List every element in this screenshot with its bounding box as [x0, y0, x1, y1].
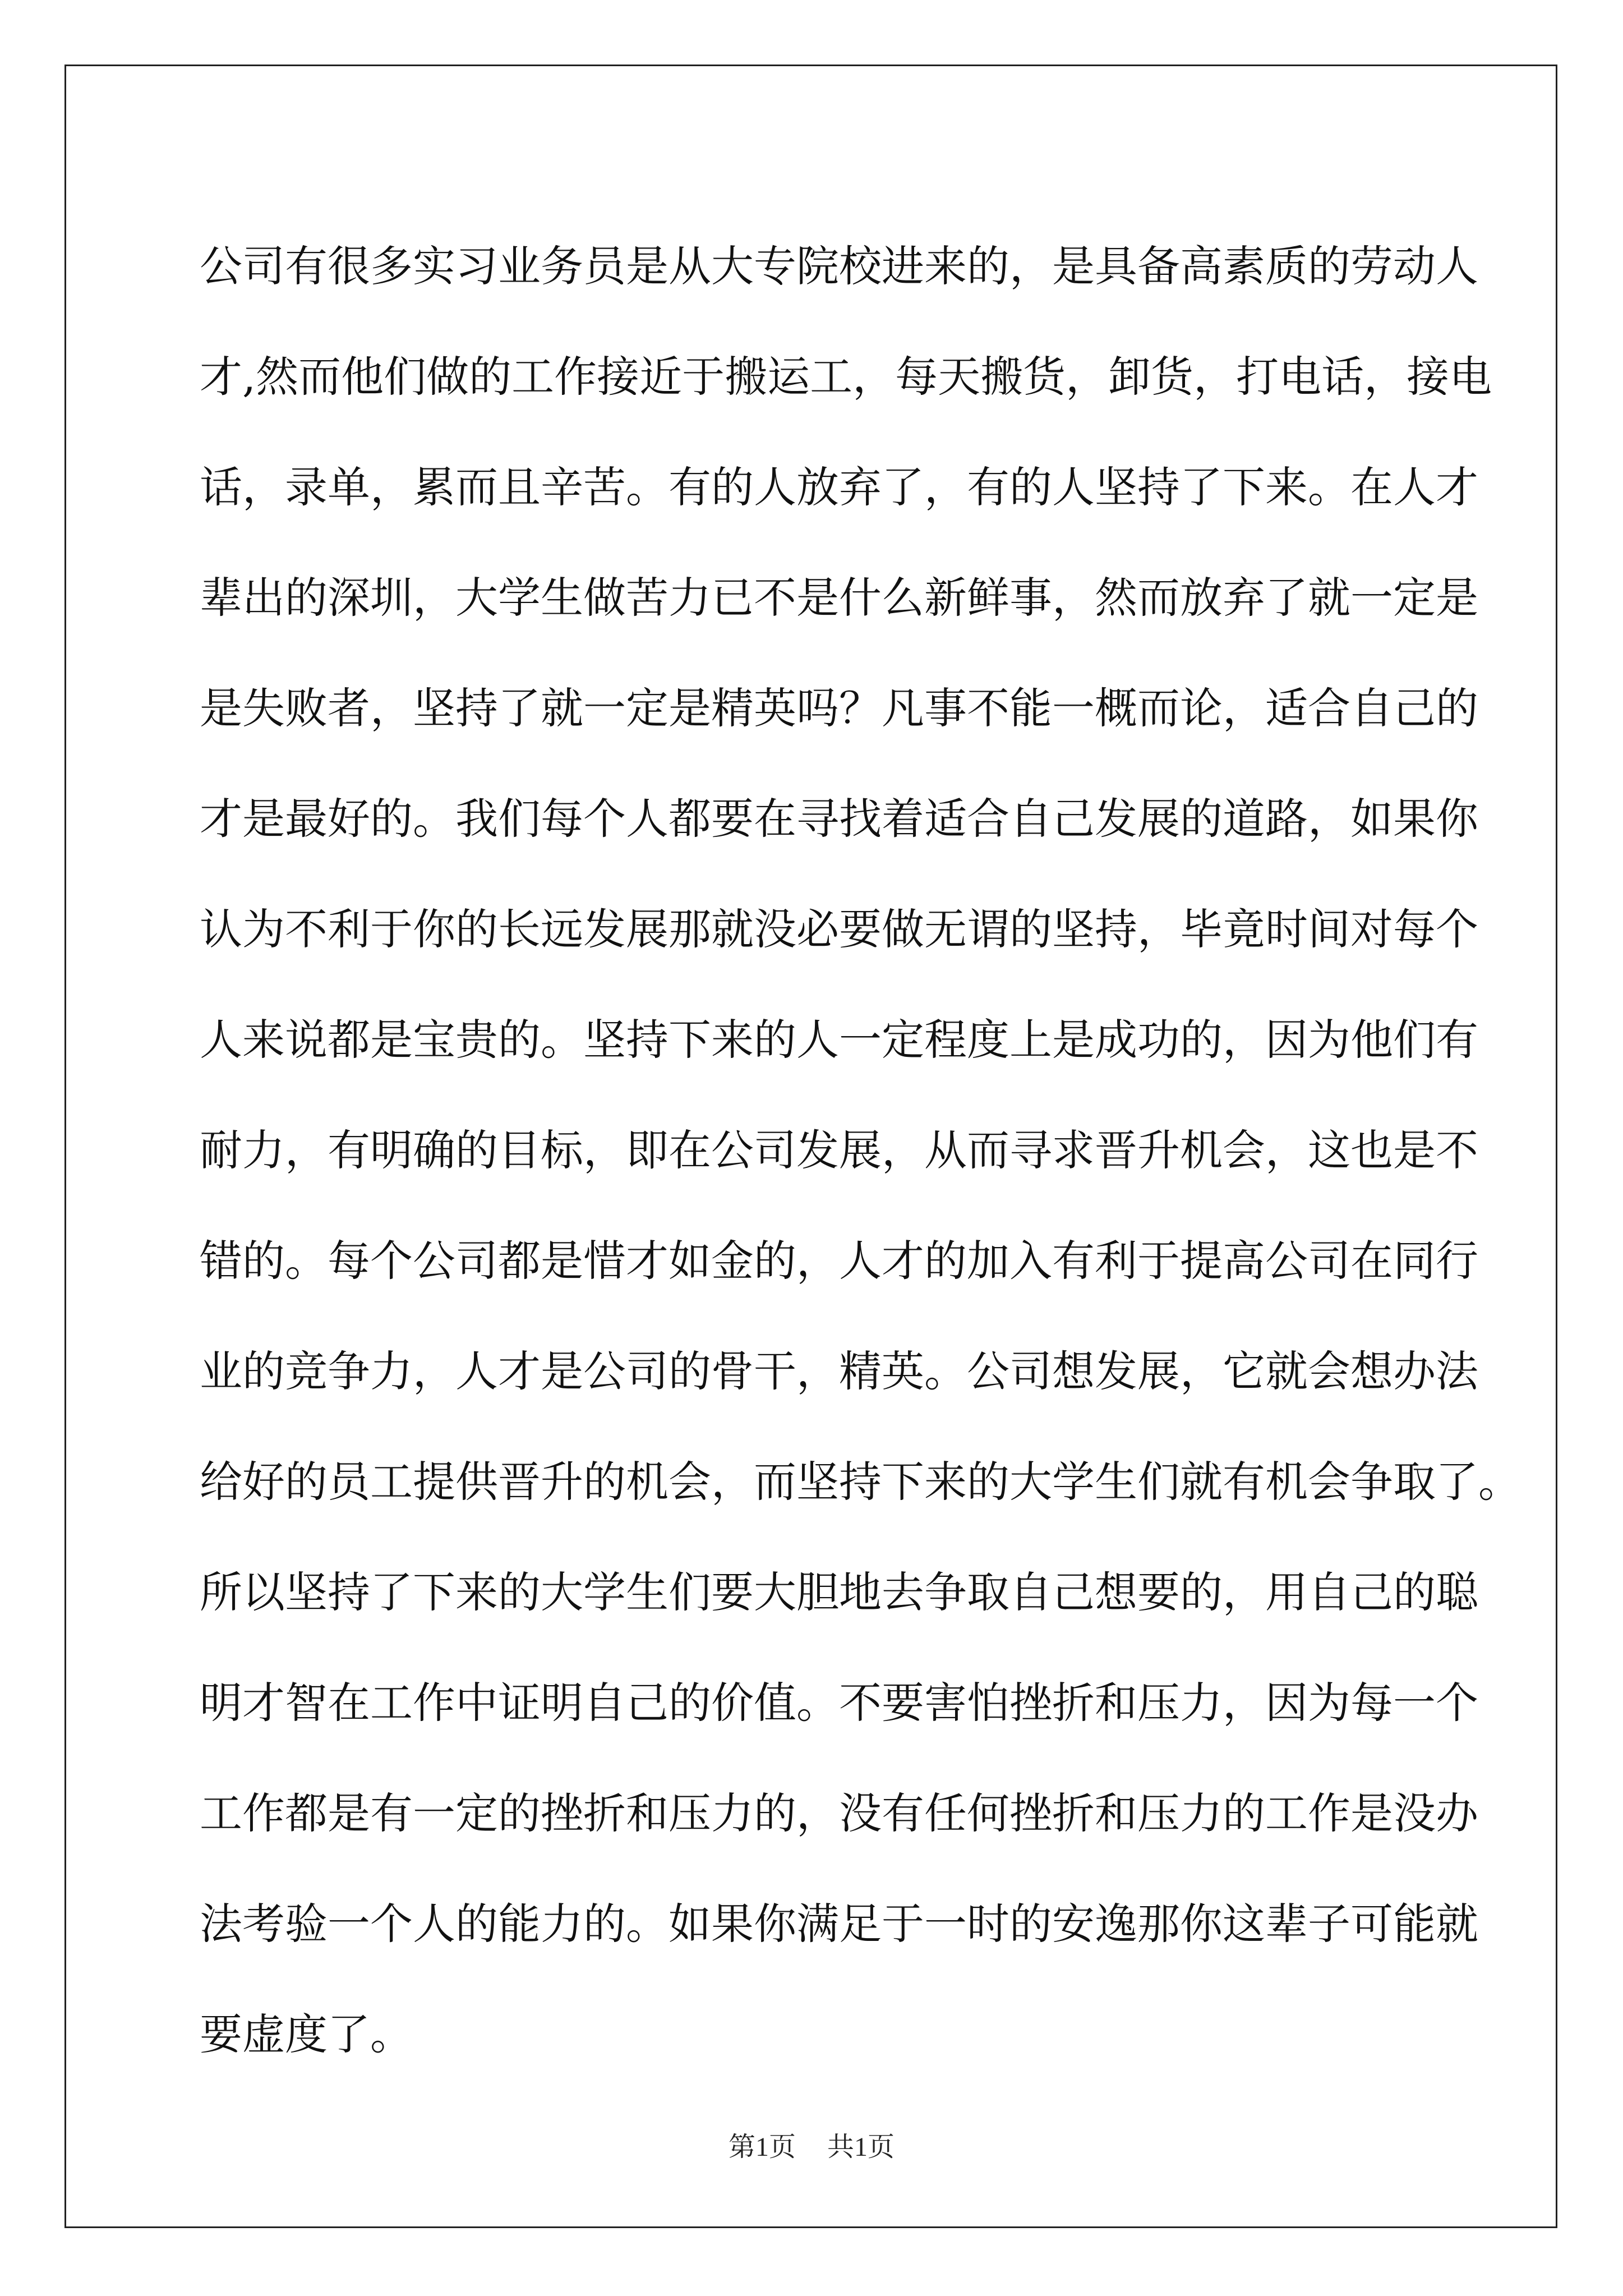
text-line: 法考验一个人的能力的。如果你满足于一时的安逸那你这辈子可能就 [200, 1899, 1478, 1949]
text-line: 话，录单，累而且辛苦。有的人放弃了，有的人坚持了下来。在人才 [200, 462, 1478, 512]
text-line: 认为不利于你的长远发展那就没必要做无谓的坚持，毕竟时间对每个 [200, 904, 1478, 954]
text-line: 给好的员工提供晋升的机会，而坚持下来的大学生们就有机会争取了。 [200, 1457, 1521, 1507]
text-line: 才,然而他们做的工作接近于搬运工，每天搬货，卸货，打电话，接电 [200, 352, 1492, 402]
text-line: 公司有很多实习业务员是从大专院校进来的，是具备高素质的劳动人 [200, 241, 1478, 291]
text-line: 工作都是有一定的挫折和压力的，没有任何挫折和压力的工作是没办 [200, 1788, 1478, 1838]
text-line: 人来说都是宝贵的。坚持下来的人一定程度上是成功的，因为他们有 [200, 1015, 1478, 1065]
text-line: 要虚度了。 [200, 2009, 413, 2059]
page-footer [0, 2131, 1623, 2164]
body-paragraph [200, 211, 1521, 2090]
text-line: 业的竞争力，人才是公司的骨干，精英。公司想发展，它就会想办法 [200, 1346, 1478, 1396]
text-line: 是失败者，坚持了就一定是精英吗？凡事不能一概而论，适合自己的 [200, 683, 1478, 733]
text-line: 耐力，有明确的目标，即在公司发展，从而寻求晋升机会，这也是不 [200, 1125, 1478, 1175]
text-line: 所以坚持了下来的大学生们要大胆地去争取自己想要的，用自己的聪 [200, 1567, 1478, 1617]
text-line: 辈出的深圳，大学生做苦力已不是什么新鲜事，然而放弃了就一定是 [200, 573, 1478, 623]
text-line: 错的。每个公司都是惜才如金的，人才的加入有利于提高公司在同行 [200, 1236, 1478, 1286]
text-line: 才是最好的。我们每个人都要在寻找着适合自己发展的道路，如果你 [200, 794, 1478, 844]
text-line: 明才智在工作中证明自己的价值。不要害怕挫折和压力，因为每一个 [200, 1678, 1478, 1728]
page-number: 第1页 [728, 2132, 796, 2162]
page-total: 共1页 [827, 2132, 895, 2162]
